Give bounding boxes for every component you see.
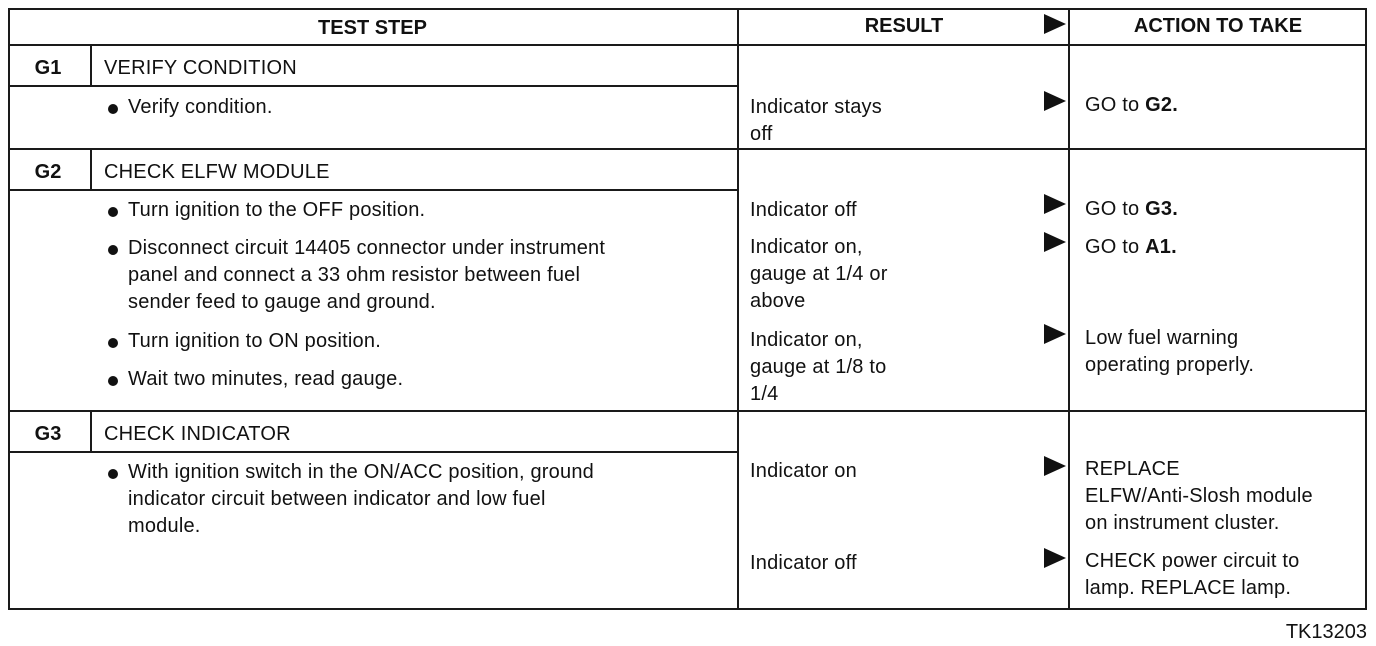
instruction-text: With ignition switch in the ON/ACC position, ground indicator circuit between indicator and low fuel module. [128, 461, 594, 537]
step-id-divider-g3 [90, 410, 92, 452]
column-divider-result [737, 8, 739, 610]
result-text: Indicator off [750, 552, 857, 574]
step-id: G2 [34, 161, 62, 183]
bullet-icon [108, 207, 118, 217]
figure-code: TK13203 [1285, 621, 1367, 643]
action-text: REPLACE ELFW/Anti-Slosh module on instrument cluster. [1085, 458, 1313, 534]
arrow-icon [1044, 91, 1066, 111]
action-text: GO to A1. [1085, 236, 1177, 258]
result-text: Indicator on, gauge at 1/4 or above [750, 236, 888, 312]
step-separator-g3 [8, 410, 1367, 412]
instruction-text: Disconnect circuit 14405 connector under instrument panel and connect a 33 ohm resistor between fuel sender feed to gauge and ground. [128, 237, 606, 313]
title-divider-g1 [8, 85, 739, 87]
result-text: Indicator off [750, 199, 857, 221]
header-test-step: TEST STEP [318, 17, 427, 39]
diagnostic-table [8, 8, 1367, 610]
action-text: Low fuel warning operating properly. [1085, 327, 1255, 376]
step-id-divider-g1 [90, 44, 92, 86]
arrow-icon [1044, 324, 1066, 344]
instruction-text: Wait two minutes, read gauge. [128, 368, 404, 390]
result-text: Indicator on, gauge at 1/8 to 1/4 [750, 329, 887, 405]
step-id-divider-g2 [90, 148, 92, 190]
column-divider-action [1068, 8, 1070, 610]
bullet-icon [108, 469, 118, 479]
action-text: GO to G2. [1085, 94, 1178, 116]
instruction-text: Turn ignition to the OFF position. [128, 199, 426, 221]
table-border-right [1365, 8, 1367, 610]
step-title: CHECK ELFW MODULE [104, 161, 330, 183]
step-separator-g2 [8, 148, 1367, 150]
instruction-text: Turn ignition to ON position. [128, 330, 381, 352]
step-title: CHECK INDICATOR [104, 423, 291, 445]
step-id: G1 [34, 57, 62, 79]
arrow-icon [1044, 194, 1066, 214]
header-action: ACTION TO TAKE [1133, 15, 1303, 37]
table-border-top [8, 8, 1367, 10]
title-divider-g2 [8, 189, 739, 191]
bullet-icon [108, 104, 118, 114]
action-text: CHECK power circuit to lamp. REPLACE lamp. [1085, 550, 1300, 599]
arrow-icon [1044, 232, 1066, 252]
header-arrow-icon [1044, 14, 1066, 34]
instruction-text: Verify condition. [128, 96, 273, 118]
bullet-icon [108, 338, 118, 348]
step-id: G3 [34, 423, 62, 445]
arrow-icon [1044, 456, 1066, 476]
title-divider-g3 [8, 451, 739, 453]
step-title: VERIFY CONDITION [104, 57, 297, 79]
header-result: RESULT [864, 15, 944, 37]
result-text: Indicator stays off [750, 96, 882, 145]
bullet-icon [108, 245, 118, 255]
arrow-icon [1044, 548, 1066, 568]
table-border-bottom [8, 608, 1367, 610]
table-border-left [8, 8, 10, 610]
result-text: Indicator on [750, 460, 857, 482]
header-divider [8, 44, 1367, 46]
action-text: GO to G3. [1085, 198, 1178, 220]
bullet-icon [108, 376, 118, 386]
